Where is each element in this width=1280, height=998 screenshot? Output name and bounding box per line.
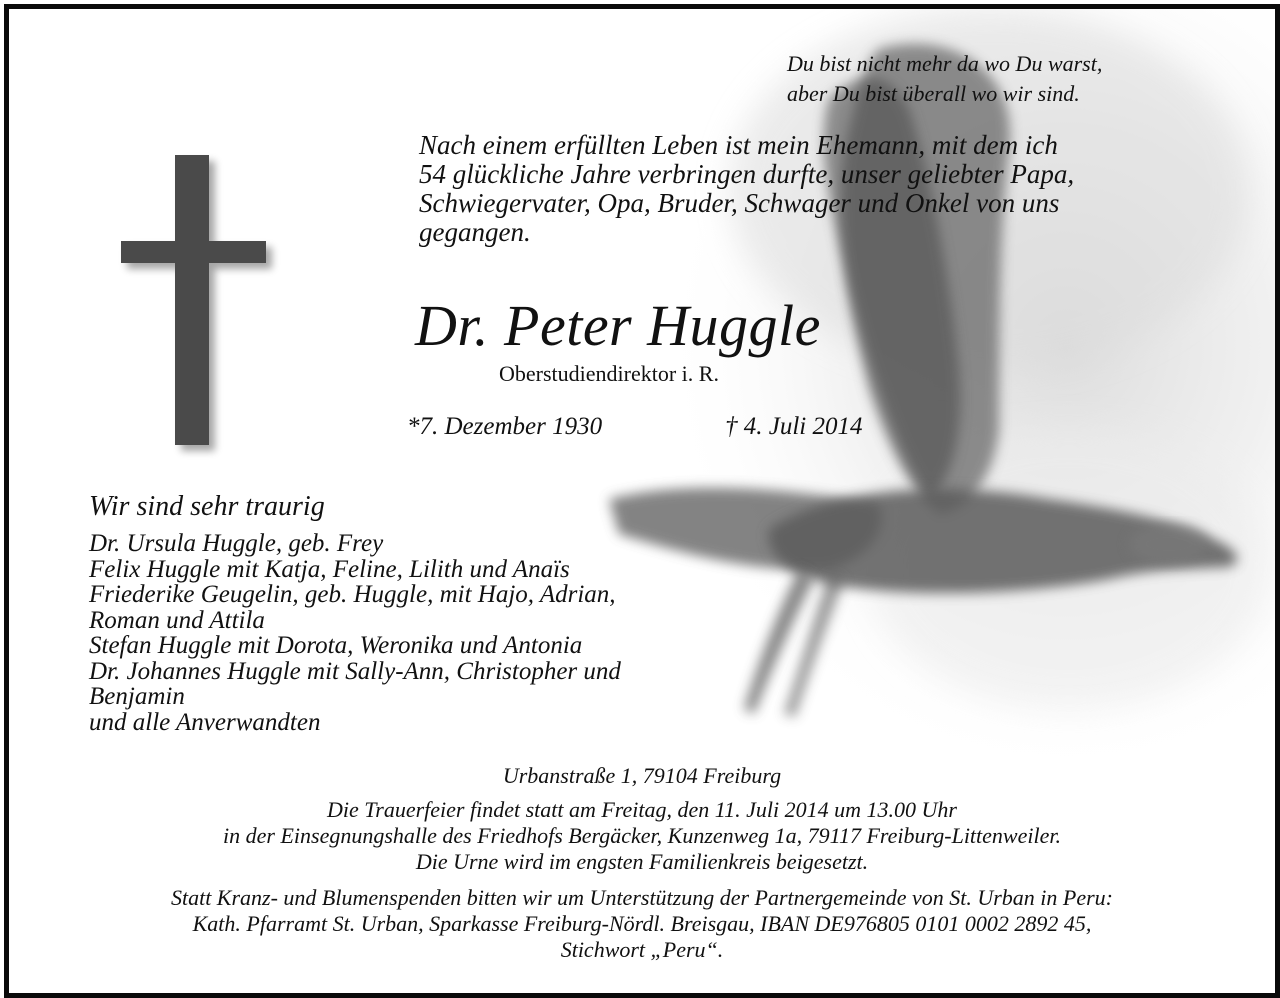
motto bbox=[787, 49, 1102, 109]
family-address: Urbanstraße 1, 79104 Freiburg bbox=[502, 763, 782, 788]
mourner-line: Dr. Johannes Huggle mit Sally-Ann, Christopher und bbox=[89, 657, 621, 685]
deceased-title: Oberstudiendirektor i. R. bbox=[499, 361, 719, 386]
mourner-line: Dr. Ursula Huggle, geb. Frey bbox=[89, 530, 384, 557]
mourner-line: Friederike Geugelin, geb. Huggle, mit Hajo, Adrian, bbox=[89, 581, 616, 608]
mourner-line: Benjamin bbox=[89, 683, 185, 710]
birth-date: *7. Dezember 1930 bbox=[407, 413, 603, 440]
mourners-list bbox=[89, 531, 621, 735]
mourner-line: Felix Huggle mit Katja, Feline, Lilith und Anaïs bbox=[89, 555, 570, 583]
intro-line: Nach einem erfüllten Leben ist mein Ehemann, mit dem ich bbox=[419, 130, 1058, 160]
death-date: † 4. Juli 2014 bbox=[725, 413, 863, 440]
intro-text bbox=[419, 131, 1074, 247]
intro-line: gegangen. bbox=[419, 217, 531, 247]
service-line: Die Trauerfeier findet statt am Freitag, den 11. Juli 2014 um 13.00 Uhr bbox=[326, 797, 957, 822]
mourners-heading: Wir sind sehr traurig bbox=[89, 491, 325, 522]
intro-line: Schwiegervater, Opa, Bruder, Schwager und Onkel von uns bbox=[419, 188, 1060, 218]
donation-info bbox=[9, 885, 1275, 963]
mourner-line: und alle Anverwandten bbox=[89, 708, 321, 736]
obituary-notice bbox=[4, 4, 1280, 998]
donation-line: Statt Kranz- und Blumenspenden bitten wir um Unterstützung der Partnergemeinde von St. Urban in Peru: bbox=[170, 885, 1114, 910]
deceased-name: Dr. Peter Huggle bbox=[415, 293, 821, 358]
motto-line: aber Du bist überall wo wir sind. bbox=[787, 81, 1080, 106]
mourner-line: Stefan Huggle mit Dorota, Weronika und Antonia bbox=[89, 632, 583, 659]
motto-line: Du bist nicht mehr da wo Du warst, bbox=[787, 51, 1103, 76]
service-info bbox=[9, 797, 1275, 875]
donation-line: Kath. Pfarramt St. Urban, Sparkasse Freiburg-Nördl. Breisgau, IBAN DE976805 0101 0002 2892 45, bbox=[192, 911, 1092, 936]
mourner-line: Roman und Attila bbox=[89, 606, 265, 634]
donation-line: Stichwort „Peru“. bbox=[560, 937, 724, 962]
intro-line: 54 glückliche Jahre verbringen durfte, unser geliebter Papa, bbox=[419, 159, 1075, 189]
service-line: in der Einsegnungshalle des Friedhofs Bergäcker, Kunzenweg 1a, 79117 Freiburg-Littenweiler. bbox=[223, 823, 1061, 848]
service-line: Die Urne wird im engsten Familienkreis beigesetzt. bbox=[415, 849, 869, 874]
cross-icon bbox=[121, 155, 272, 451]
